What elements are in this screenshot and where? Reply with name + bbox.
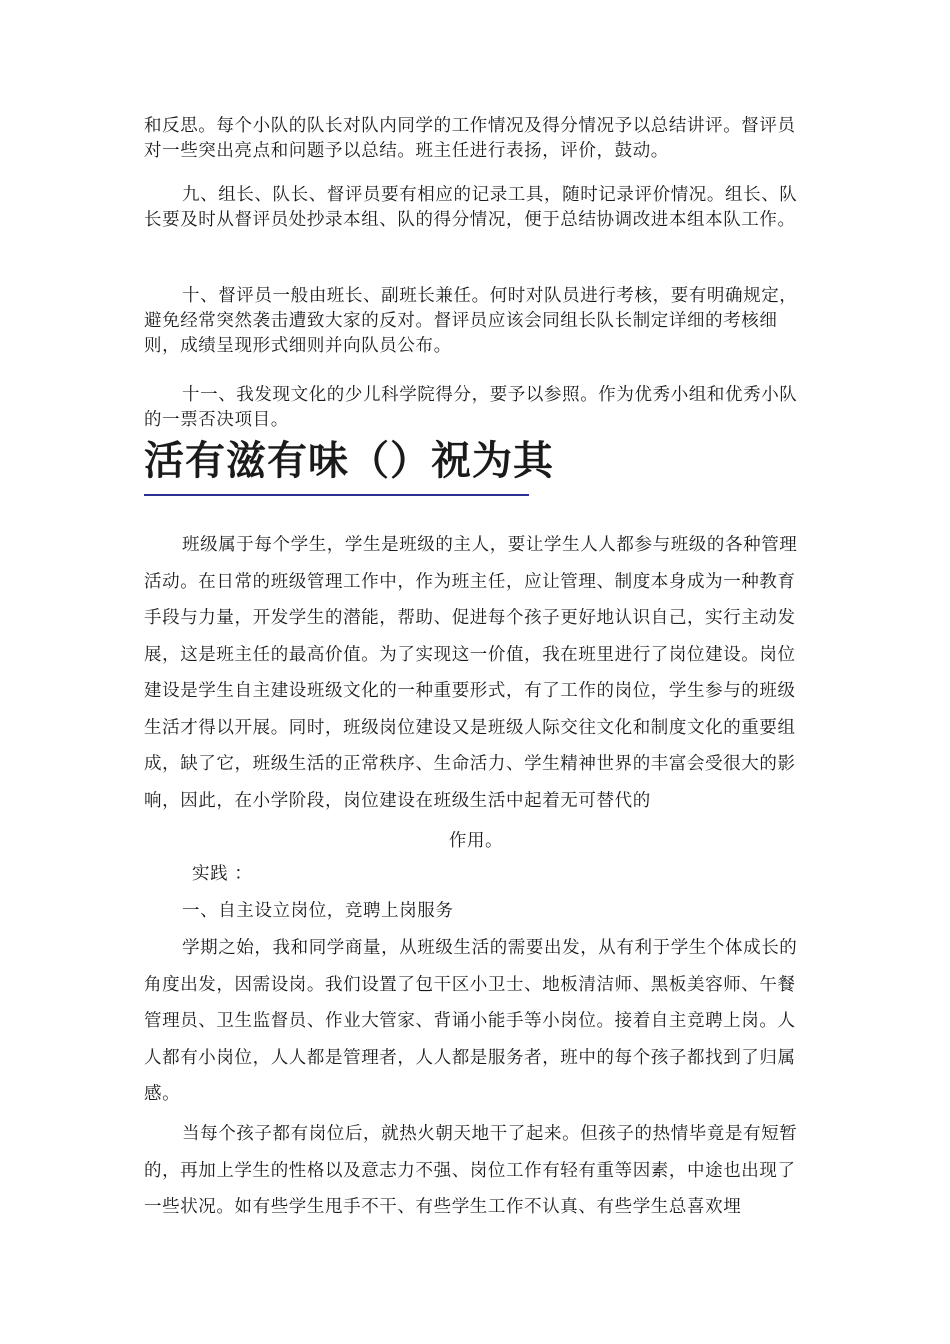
title-underline bbox=[144, 494, 529, 496]
paragraph-item-11: 十一、我发现文化的少儿科学院得分，要予以参照。作为优秀小组和优秀小队的一票否决项目。 bbox=[144, 385, 798, 430]
paragraph-item-10: 十、督评员一般由班长、副班长兼任。何时对队员进行考核，要有明确规定，避免经常突然袭击遭致大家的反对。督评员应该会同组长队长制定详细的考核细则，成绩呈现形式细则并向队员公布。 bbox=[144, 286, 798, 356]
section-label-practice: 实践 ： bbox=[192, 864, 253, 884]
paragraph-intro-end: 作用。 bbox=[448, 831, 504, 851]
paragraph-post-setup: 学期之始，我和同学商量，从班级生活的需要出发，从有利于学生个体成长的角度出发，因需设岗。我们设置了包干区小卫士、地板清洁师、黑板美容师、午餐管理员、卫生监督员、作业大管家、背诵小能手等小岗位。接着自主竞聘上岗。人人都有小岗位，人人都是管理者，人人都是服务者，班中的每个孩子都找到了归属感。 bbox=[144, 938, 798, 1104]
paragraph-item-9: 九、组长、队长、督评员要有相应的记录工具，随时记录评价情况。组长、队长要及时从督评员处抄录本组、队的得分情况，便于总结协调改进本组本队工作。 bbox=[144, 185, 798, 230]
paragraph-intro: 班级属于每个学生，学生是班级的主人，要让学生人人都参与班级的各种管理活动。在日常的班级管理工作中，作为班主任，应让管理、制度本身成为一种教育手段与力量，开发学生的潜能，帮助、促进每个孩子更好地认识自己，实行主动发展，这是班主任的最高价值。为了实现这一价值，我在班里进行了岗位建设。岗位建设是学生自主建设班级文化的一种重要形式，有了工作的岗位，学生参与的班级生活才得以开展。同时，班级岗位建设又是班级人际交往文化和制度文化的重要组成，缺了它，班级生活的正常秩序、生命活力、学生精神世界的丰富会受很大的影响，因此，在小学阶段，岗位建设在班级生活中起着无可替代的 bbox=[144, 535, 798, 811]
page-title: 活有滋有味（）祝为其 bbox=[144, 437, 554, 484]
paragraph-post-issues: 当每个孩子都有岗位后，就热火朝天地干了起来。但孩子的热情毕竟是有短暂的，再加上学生的性格以及意志力不强、岗位工作有轻有重等因素，中途也出现了一些状况。如有些学生甩手不干、有些学生工作不认真、有些学生总喜欢埋 bbox=[144, 1124, 798, 1217]
paragraph-reflection: 和反思。每个小队的队长对队内同学的工作情况及得分情况予以总结讲评。督评员对一些突出亮点和问题予以总结。班主任进行表扬，评价，鼓动。 bbox=[144, 116, 796, 161]
section-heading-1: 一、自主设立岗位，竞聘上岗服务 bbox=[182, 901, 454, 921]
